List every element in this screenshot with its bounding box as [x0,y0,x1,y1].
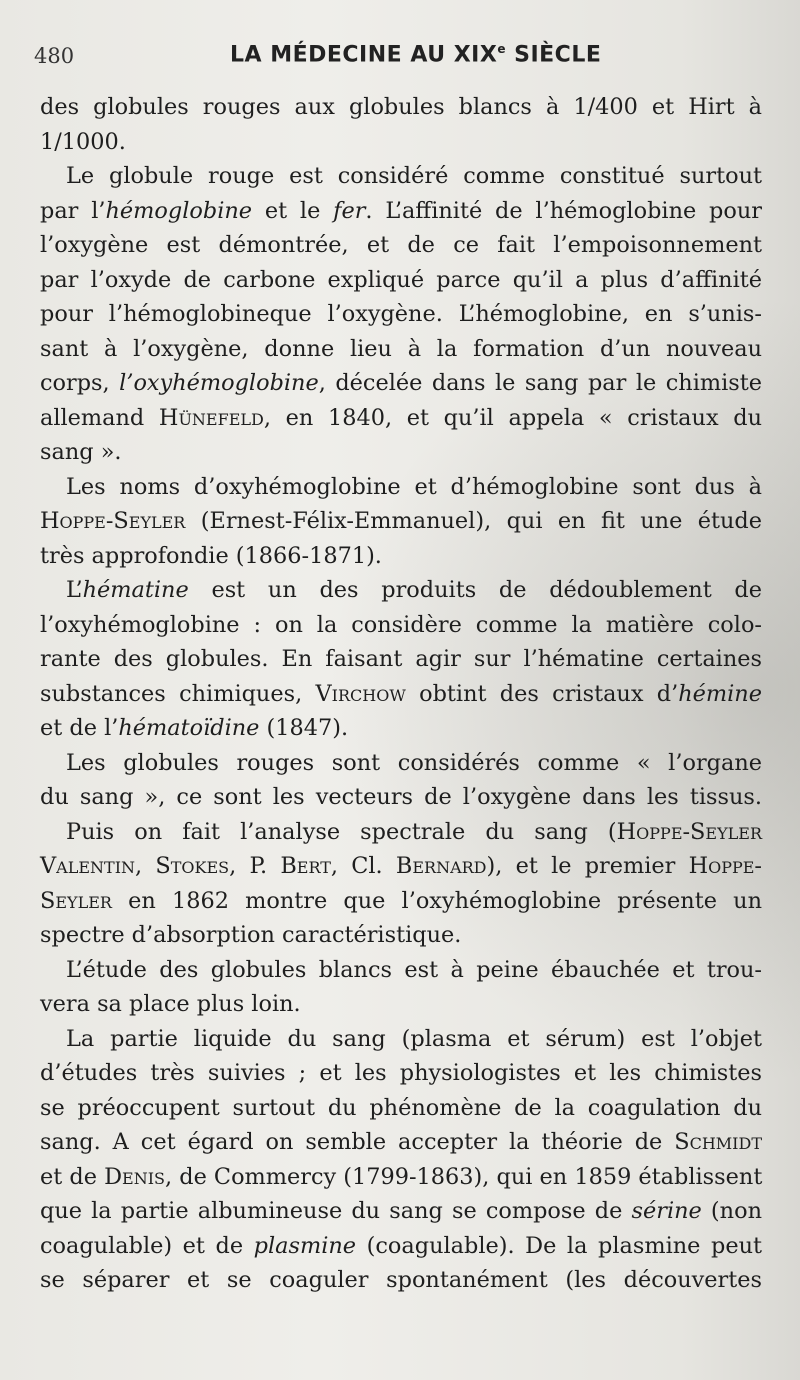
text-run: (1847). [259,715,349,741]
text-line [40,435,762,470]
author-name: Stokes [155,853,230,879]
text-run: du sang », ce sont les vecteurs de l’oxygène dans les tissus. [40,784,762,810]
text-line [40,884,762,919]
italic-term: hémine [678,680,762,707]
text-run: , décelée dans le sang par le chimiste [318,370,762,396]
text-run: Le globule rouge est considéré comme constitué surtout [66,163,762,189]
text-run: pour l’hémoglobineque l’oxygène. L’hémoglobine, en s’unis- [40,301,762,327]
text-line [40,1194,762,1229]
text-line [40,366,762,401]
italic-term: hématoïdine [118,715,260,741]
text-run: très approfondie (1866-1871). [40,542,382,569]
text-run: 1/1000. [40,128,126,155]
text-run: et de [40,1163,105,1190]
text-run: , [135,853,156,879]
text-run: Les globules rouges sont considérés comme « l’organe [66,749,762,776]
page-number: 480 [34,44,75,68]
text-run: des globules rouges aux globules blancs à 1/400 et Hirt à [40,94,762,120]
text-run: sang ». [40,439,122,465]
text-line [40,539,762,574]
running-head-superscript: e [497,42,506,56]
author-name: Hoppe- [688,853,762,879]
text-run: en 1862 montre que l’oxyhémoglobine présente un [111,887,762,914]
italic-term: l’oxyhémoglobine [119,370,319,396]
text-run: est un des produits de dédoublement de [188,577,762,603]
text-run: allemand [40,404,159,431]
text-line [40,711,762,746]
text-line [40,1091,762,1126]
text-line [40,987,762,1022]
text-run: coagulable) et de [40,1232,254,1259]
text-line [40,780,762,815]
text-line [40,194,762,229]
italic-term: sérine [631,1198,702,1224]
author-name: Hünefeld [158,404,264,431]
text-line [40,504,762,539]
text-run: corps, [40,370,120,396]
text-line [40,470,762,505]
text-line [40,1022,762,1057]
text-line [40,297,762,332]
page-header [34,40,764,74]
text-run: La partie liquide du sang (plasma et sérum) est l’objet [66,1025,762,1052]
text-run: se préoccupent surtout du phénomène de la coagulation du [40,1094,762,1121]
italic-term: plasmine [253,1232,357,1259]
text-run: (coagulable). De la plasmine peut [356,1232,762,1259]
italic-term: hématine [82,577,189,603]
author-name: Denis [104,1163,165,1190]
author-name: Valentin [40,853,136,879]
body-text [40,90,762,1298]
text-run: , P. [229,853,281,879]
text-run: par l’oxyde de carbone expliqué parce qu’il a plus d’affinité [40,266,762,293]
text-run: , de Commercy (1799-1863), qui en 1859 établissent [165,1163,763,1190]
text-run: et de l’ [40,715,119,741]
running-head [230,42,601,67]
text-line [40,159,762,194]
text-line [40,1263,762,1298]
author-name: Seyler [40,887,112,914]
running-head-suffix: SIÈCLE [505,42,602,68]
text-run: Puis on fait l’analyse spectrale du sang ( [66,818,617,845]
text-line [40,746,762,781]
text-run: (Ernest-Félix-Emmanuel), qui en fit une étude [185,508,762,534]
text-run: et le [252,197,334,224]
author-name: Bernard [395,853,487,879]
text-line [40,90,762,125]
text-run: , Cl. [330,853,396,879]
text-run: , en 1840, et qu’il appela « cristaux du [263,404,762,431]
text-run: se séparer et se coaguler spontanément (les découvertes [40,1267,762,1293]
text-run: sant à l’oxygène, donne lieu à la formation d’un nouveau [40,335,762,362]
text-run: L’ [66,577,83,603]
text-line [40,125,762,160]
text-line [40,608,762,643]
text-run: Les noms d’oxyhémoglobine et d’hémoglobine sont dus à [66,473,762,500]
text-line [40,815,762,850]
text-line [40,849,762,884]
text-run: par l’ [40,197,106,224]
text-run: . L’affinité de l’hémoglobine pour [365,197,762,224]
text-run: que la partie albumineuse du sang se compose de [40,1198,632,1224]
author-name: Bert [280,853,331,879]
text-line [40,228,762,263]
text-line [40,918,762,953]
text-line [40,1229,762,1264]
text-line [40,401,762,436]
text-run: vera sa place plus loin. [40,991,301,1017]
text-line [40,953,762,988]
text-run: ), et le premier [486,853,689,879]
text-run: spectre d’absorption caractéristique. [40,922,462,948]
text-run: rante des globules. En faisant agir sur l’hématine certaines [40,646,762,672]
author-name: Schmidt [674,1129,762,1155]
author-name: Hoppe-Seyler [616,818,762,845]
text-line [40,263,762,298]
italic-term: hémoglobine [105,197,253,224]
text-line [40,573,762,608]
text-line [40,1160,762,1195]
author-name: Hoppe-Seyler [40,508,186,534]
text-line [40,677,762,712]
text-run: substances chimiques, [40,680,316,707]
text-line [40,642,762,677]
running-head-title: LA MÉDECINE AU XIX [230,42,498,68]
text-line [40,332,762,367]
text-run: obtint des cristaux d’ [405,680,679,707]
text-run: l’oxygène est démontrée, et de ce fait l’empoisonnement [40,232,762,258]
text-run: d’études très suivies ; et les physiologistes et les chimistes [40,1060,762,1086]
text-run: L’étude des globules blancs est à peine ébauchée et trou- [66,956,762,983]
text-run: sang. A cet égard on semble accepter la théorie de [40,1129,675,1155]
text-line [40,1125,762,1160]
author-name: Virchow [315,680,406,707]
text-run: (non [701,1198,762,1224]
text-run: l’oxyhémoglobine : on la considère comme la matière colo- [40,611,762,638]
text-line [40,1056,762,1091]
italic-term: fer [333,197,366,224]
